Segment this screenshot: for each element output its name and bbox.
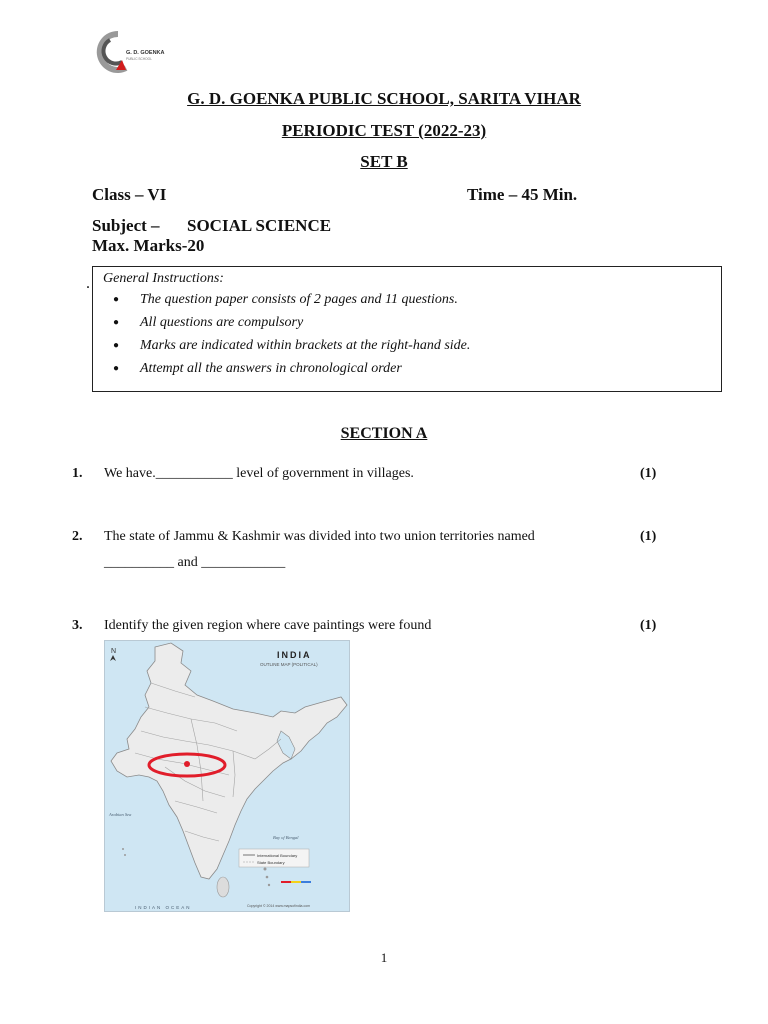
question-number: 3.	[72, 618, 83, 633]
max-marks: Max. Marks-20	[92, 236, 205, 255]
time-label: Time – 45 Min.	[467, 185, 578, 204]
instructions-dot: .	[86, 275, 90, 292]
instructions-list	[113, 289, 470, 381]
page-number: 1	[380, 950, 388, 965]
logo-subtext: PUBLIC SCHOOL	[126, 57, 152, 61]
question-number: 1.	[72, 466, 83, 481]
set-title: SET B	[360, 152, 408, 171]
question-text: The state of Jammu & Kashmir was divided into two union territories named	[104, 529, 535, 544]
india-outline-map	[104, 640, 350, 912]
india-landmass	[111, 643, 347, 879]
question-marks: (1)	[640, 529, 657, 544]
instruction-item: ● All questions are compulsory	[113, 312, 470, 335]
instruction-item: ● The question paper consists of 2 pages and 11 questions.	[113, 289, 470, 312]
svg-text:State Boundary: State Boundary	[257, 860, 285, 865]
school-logo	[96, 30, 168, 74]
question-text: We have.___________ level of government in villages.	[104, 466, 414, 481]
map-subtitle: OUTLINE MAP (POLITICAL)	[260, 662, 318, 667]
subject-value: SOCIAL SCIENCE	[187, 216, 332, 235]
north-arrow-icon: N	[111, 648, 117, 655]
cave-paintings-marker	[184, 761, 190, 767]
question-marks: (1)	[640, 466, 657, 481]
question-blanks: __________ and ____________	[104, 555, 286, 570]
instruction-item: ● Marks are indicated within brackets at the right-hand side.	[113, 335, 470, 358]
subject-label: Subject –	[92, 216, 160, 235]
instruction-item: ● Attempt all the answers in chronological order	[113, 358, 470, 381]
section-title: SECTION A	[340, 425, 428, 442]
question-number: 2.	[72, 529, 83, 544]
label-indian-ocean: INDIAN OCEAN	[135, 905, 192, 910]
map-title: INDIA	[277, 650, 312, 660]
class-label: Class – VI	[92, 185, 167, 204]
logo-text: G. D. GOENKA	[126, 50, 165, 56]
map-copyright: Copyright © 2014 www.mapsofindia.com	[247, 904, 311, 908]
school-name: G. D. GOENKA PUBLIC SCHOOL, SARITA VIHAR	[187, 89, 581, 108]
instructions-title: General Instructions:	[103, 271, 224, 286]
svg-text:International Boundary: International Boundary	[257, 853, 298, 858]
question-marks: (1)	[640, 618, 657, 633]
label-bay-of-bengal: Bay of Bengal	[273, 835, 299, 840]
question-text: Identify the given region where cave paintings were found	[104, 618, 432, 633]
test-title: PERIODIC TEST (2022-23)	[281, 121, 487, 140]
instructions-box	[92, 266, 722, 392]
map-legend	[239, 849, 309, 867]
label-arabian-sea: Arabian Sea	[109, 812, 132, 817]
